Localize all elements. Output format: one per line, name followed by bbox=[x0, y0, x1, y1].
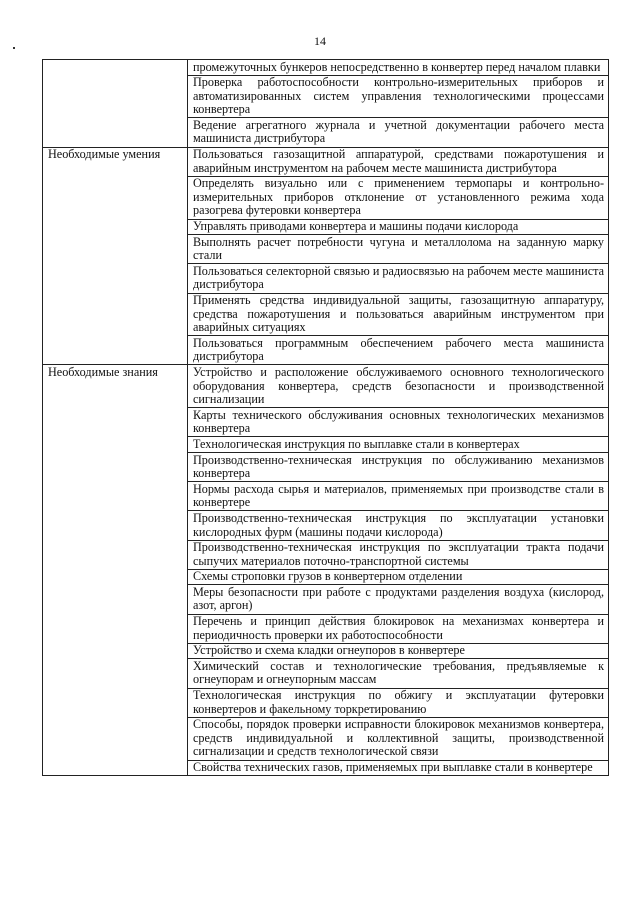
item-cell: Пользоваться газозащитной аппаратурой, средствами пожаротушения и аварийным инструментом на рабочем месте машиниста дистрибутора bbox=[188, 147, 609, 176]
table-row bbox=[43, 60, 609, 76]
table-row bbox=[43, 147, 609, 176]
table-row bbox=[43, 365, 609, 408]
item-cell: Технологическая инструкция по обжигу и эксплуатации футеровки конвертеров и факельному торкретированию bbox=[188, 688, 609, 717]
item-cell: Управлять приводами конвертера и машины подачи кислорода bbox=[188, 219, 609, 235]
item-cell: Производственно-техническая инструкция по эксплуатации установки кислородных фурм (машины подачи кислорода) bbox=[188, 511, 609, 540]
item-cell: Нормы расхода сырья и материалов, применяемых при производстве стали в конвертере bbox=[188, 482, 609, 511]
item-cell: Выполнять расчет потребности чугуна и металлолома на заданную марку стали bbox=[188, 235, 609, 264]
table-body bbox=[43, 60, 609, 776]
section-label-cell: Необходимые знания bbox=[43, 365, 188, 776]
item-cell: Ведение агрегатного журнала и учетной документации рабочего места машиниста дистрибутора bbox=[188, 118, 609, 147]
item-cell: Пользоваться программным обеспечением рабочего места машиниста дистрибутора bbox=[188, 336, 609, 365]
item-cell: Производственно-техническая инструкция по эксплуатации тракта подачи сыпучих материалов поточно-транспортной системы bbox=[188, 540, 609, 569]
section-label-cell bbox=[43, 60, 188, 148]
item-cell: Применять средства индивидуальной защиты, газозащитную аппаратуру, средства пожаротушения и пользоваться аварийным инструментом при аварийных ситуациях bbox=[188, 293, 609, 336]
item-cell: Перечень и принцип действия блокировок на механизмах конвертера и периодичность проверки их работоспособности bbox=[188, 614, 609, 643]
item-cell: промежуточных бункеров непосредственно в конвертер перед началом плавки bbox=[188, 60, 609, 76]
item-cell: Карты технического обслуживания основных технологических механизмов конвертера bbox=[188, 408, 609, 437]
item-cell: Свойства технических газов, применяемых при выплавке стали в конвертере bbox=[188, 760, 609, 776]
item-cell: Химический состав и технологические требования, предъявляемые к огнеупорам и огнеупорным массам bbox=[188, 659, 609, 688]
page-number: 14 bbox=[314, 34, 326, 48]
scan-mark bbox=[13, 47, 15, 49]
item-cell: Пользоваться селекторной связью и радиосвязью на рабочем месте машиниста дистрибутора bbox=[188, 264, 609, 293]
section-label-cell: Необходимые умения bbox=[43, 147, 188, 365]
item-cell: Меры безопасности при работе с продуктами разделения воздуха (кислород, азот, аргон) bbox=[188, 585, 609, 614]
item-cell: Устройство и схема кладки огнеупоров в конвертере bbox=[188, 643, 609, 659]
item-cell: Способы, порядок проверки исправности блокировок механизмов конвертера, средств индивидуальной и коллективной защиты, производственной сигнализации и средств технологической связи bbox=[188, 717, 609, 760]
item-cell: Схемы строповки грузов в конвертерном отделении bbox=[188, 569, 609, 585]
item-cell: Определять визуально или с применением термопары и контрольно-измерительных приборов отклонение от установленного режима хода разогрева футеровки конвертера bbox=[188, 176, 609, 219]
item-cell: Производственно-техническая инструкция по обслуживанию механизмов конвертера bbox=[188, 453, 609, 482]
item-cell: Устройство и расположение обслуживаемого основного технологического оборудования конвертера, средств безопасности и производственной сигнализации bbox=[188, 365, 609, 408]
item-cell: Технологическая инструкция по выплавке стали в конвертерах bbox=[188, 437, 609, 453]
competency-table bbox=[42, 59, 609, 776]
item-cell: Проверка работоспособности контрольно-измерительных приборов и автоматизированных систем управления технологическими процессами конвертера bbox=[188, 75, 609, 118]
